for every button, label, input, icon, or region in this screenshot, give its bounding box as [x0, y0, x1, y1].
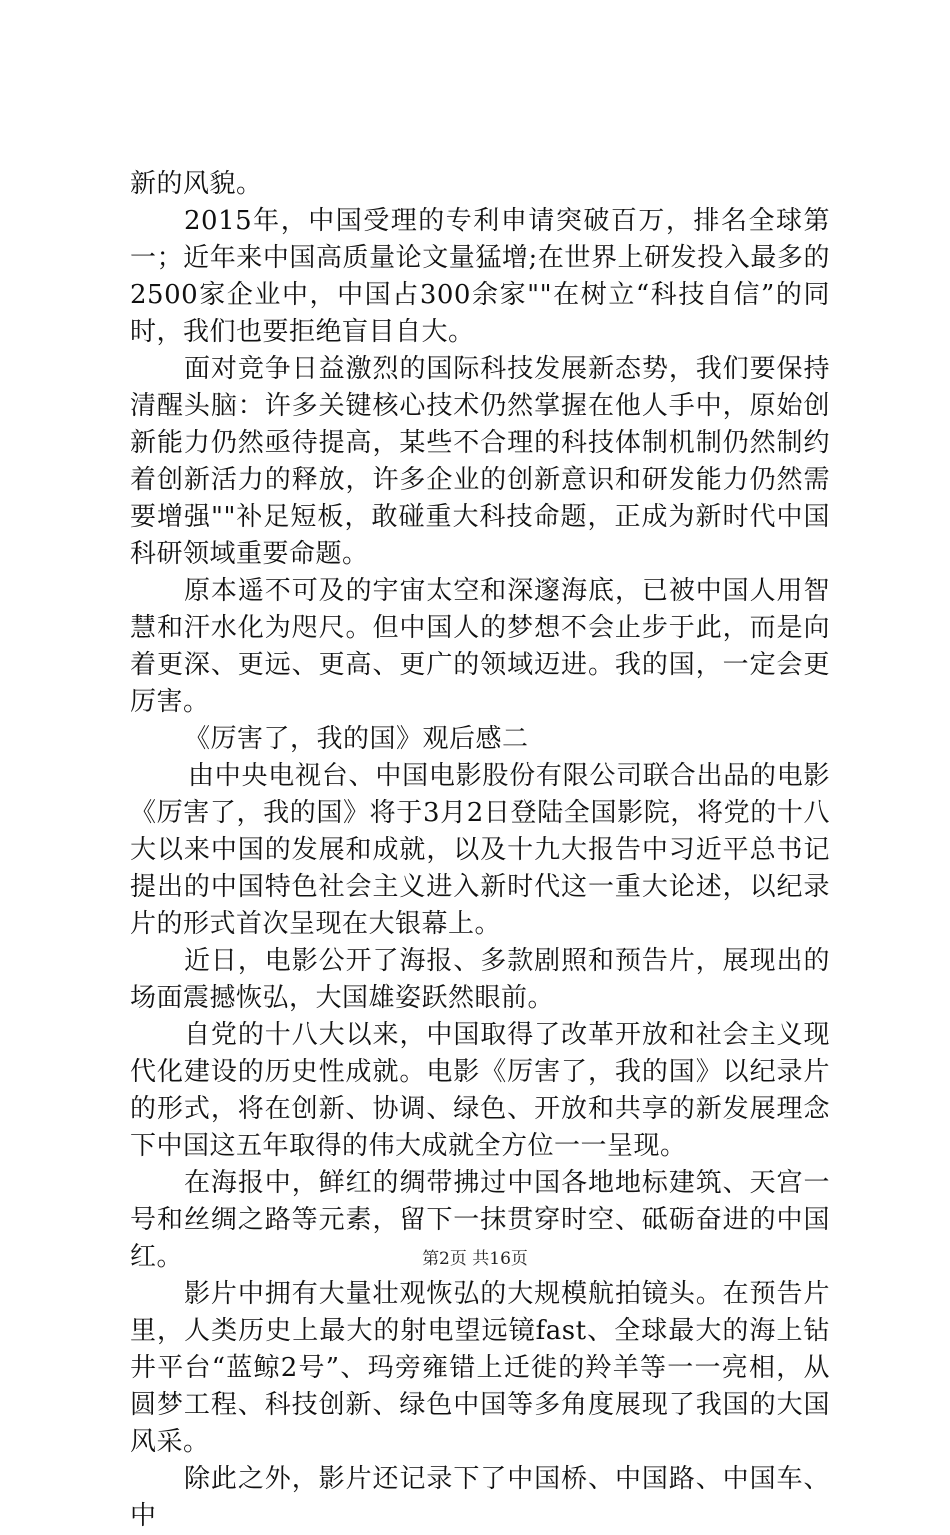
paragraph-aerial: 影片中拥有大量壮观恢弘的大规模航拍镜头。在预告片里，人类历史上最大的射电望远镜fast、全球最大的海上钻井平台“蓝鲸2号”、玛旁雍错上迁徙的羚羊等一一亮相，从圆梦工程、科技创新、绿色中国等多角度展现了我国的大国风采。	[130, 1279, 830, 1457]
paragraph-achievements: 自党的十八大以来，中国取得了改革开放和社会主义现代化建设的历史性成就。电影《厉害了，我的国》以纪录片的形式，将在创新、协调、绿色、开放和共享的新发展理念下中国这五年取得的伟大成就全方位一一呈现。	[130, 1020, 830, 1161]
paragraph-poster: 在海报中，鲜红的绸带拂过中国各地地标建筑、天宫一号和丝绸之路等元素，留下一抹贯穿时空、砥砺奋进的中国红。	[130, 1168, 830, 1272]
paragraph-final: 除此之外，影片还记录下了中国桥、中国路、中国车、中	[130, 1464, 830, 1531]
paragraph-dream: 原本遥不可及的宇宙太空和深邃海底，已被中国人用智慧和汗水化为咫尺。但中国人的梦想不会止步于此，而是向着更深、更远、更高、更广的领域迈进。我的国，一定会更厉害。	[130, 576, 830, 717]
document-body	[130, 166, 830, 1535]
paragraph-continuation: 新的风貌。	[130, 169, 263, 199]
paragraph-film-intro: 由中央电视台、中国电影股份有限公司联合出品的电影《厉害了，我的国》将于3月2日登陆全国影院，将党的十八大以来中国的发展和成就，以及十九大报告中习近平总书记提出的中国特色社会主义进入新时代这一重大论述，以纪录片的形式首次呈现在大银幕上。	[130, 761, 830, 939]
page-footer: 第2页 共16页	[422, 1249, 528, 1269]
paragraph-challenges: 面对竞争日益激烈的国际科技发展新态势，我们要保持清醒头脑：许多关键核心技术仍然掌握在他人手中，原始创新能力仍然亟待提高，某些不合理的科技体制机制仍然制约着创新活力的释放，许多企业的创新意识和研发能力仍然需要增强""补足短板，敢碰重大科技命题，正成为新时代中国科研领域重要命题。	[130, 354, 830, 569]
section-heading: 《厉害了，我的国》观后感二	[184, 724, 529, 754]
paragraph-poster-release: 近日，电影公开了海报、多款剧照和预告片，展现出的场面震撼恢弘，大国雄姿跃然眼前。	[130, 946, 830, 1013]
paragraph-patents: 2015年，中国受理的专利申请突破百万，排名全球第一；近年来中国高质量论文量猛增;在世界上研发投入最多的2500家企业中，中国占300余家""在树立“科技自信”的同时，我们也要拒绝盲目自大。	[130, 206, 830, 347]
